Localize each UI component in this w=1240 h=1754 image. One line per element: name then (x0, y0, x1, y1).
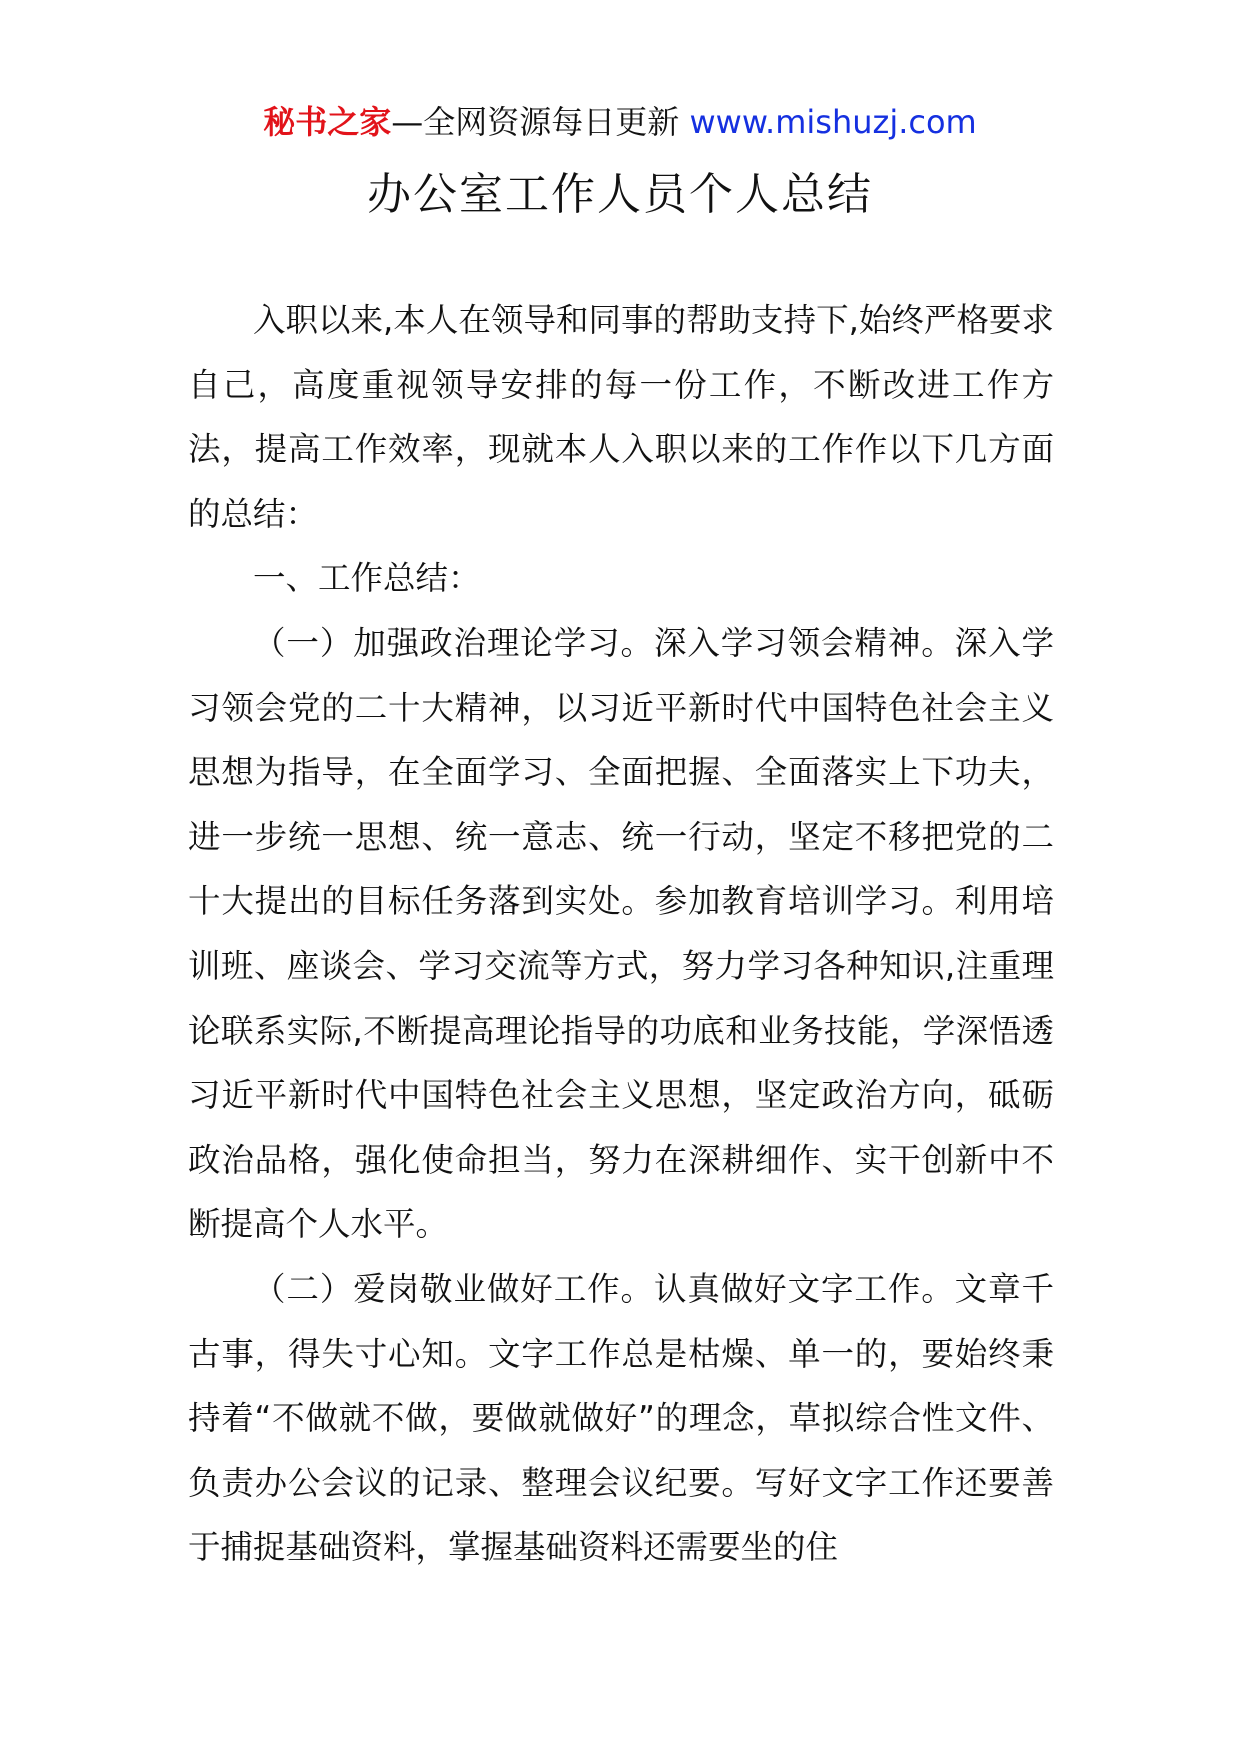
paragraph-section-2: （二）爱岗敬业做好工作。认真做好文字工作。文章千古事，得失寸心知。文字工作总是枯燥、单一的，要始终秉持着“不做就不做，要做就做好”的理念，草拟综合性文件、负责办公会议的记录、整理会议纪要。写好文字工作还要善于捕捉基础资料，掌握基础资料还需要坐的住 (188, 1269, 1054, 1567)
section-heading: 一、工作总结： (253, 559, 481, 598)
site-header (0, 98, 1240, 146)
document-title: 办公室工作人员个人总结 (367, 169, 873, 220)
paragraph-intro: 入职以来,本人在领导和同事的帮助支持下,始终严格要求自己，高度重视领导安排的每一份工作，不断改进工作方法，提高工作效率，现就本人入职以来的工作作以下几方面的总结： (188, 301, 1054, 533)
paragraph-section-1: （一）加强政治理论学习。深入学习领会精神。深入学习领会党的二十大精神，以习近平新时代中国特色社会主义思想为指导，在全面学习、全面把握、全面落实上下功夫，进一步统一思想、统一意志、统一行动，坚定不移把党的二十大提出的目标任务落到实处。参加教育培训学习。利用培训班、座谈会、学习交流等方式，努力学习各种知识,注重理论联系实际,不断提高理论指导的功底和业务技能，学深悟透习近平新时代中国特色社会主义思想，坚定政治方向，砥砺政治品格，强化使命担当，努力在深耕细作、实干创新中不断提高个人水平。 (188, 623, 1054, 1244)
site-link[interactable]: www.mishuzj.com (689, 103, 977, 141)
document-body (188, 288, 1054, 1580)
brand-name: 秘书之家 (263, 103, 392, 141)
header-tagline: —全网资源每日更新 (391, 103, 690, 141)
